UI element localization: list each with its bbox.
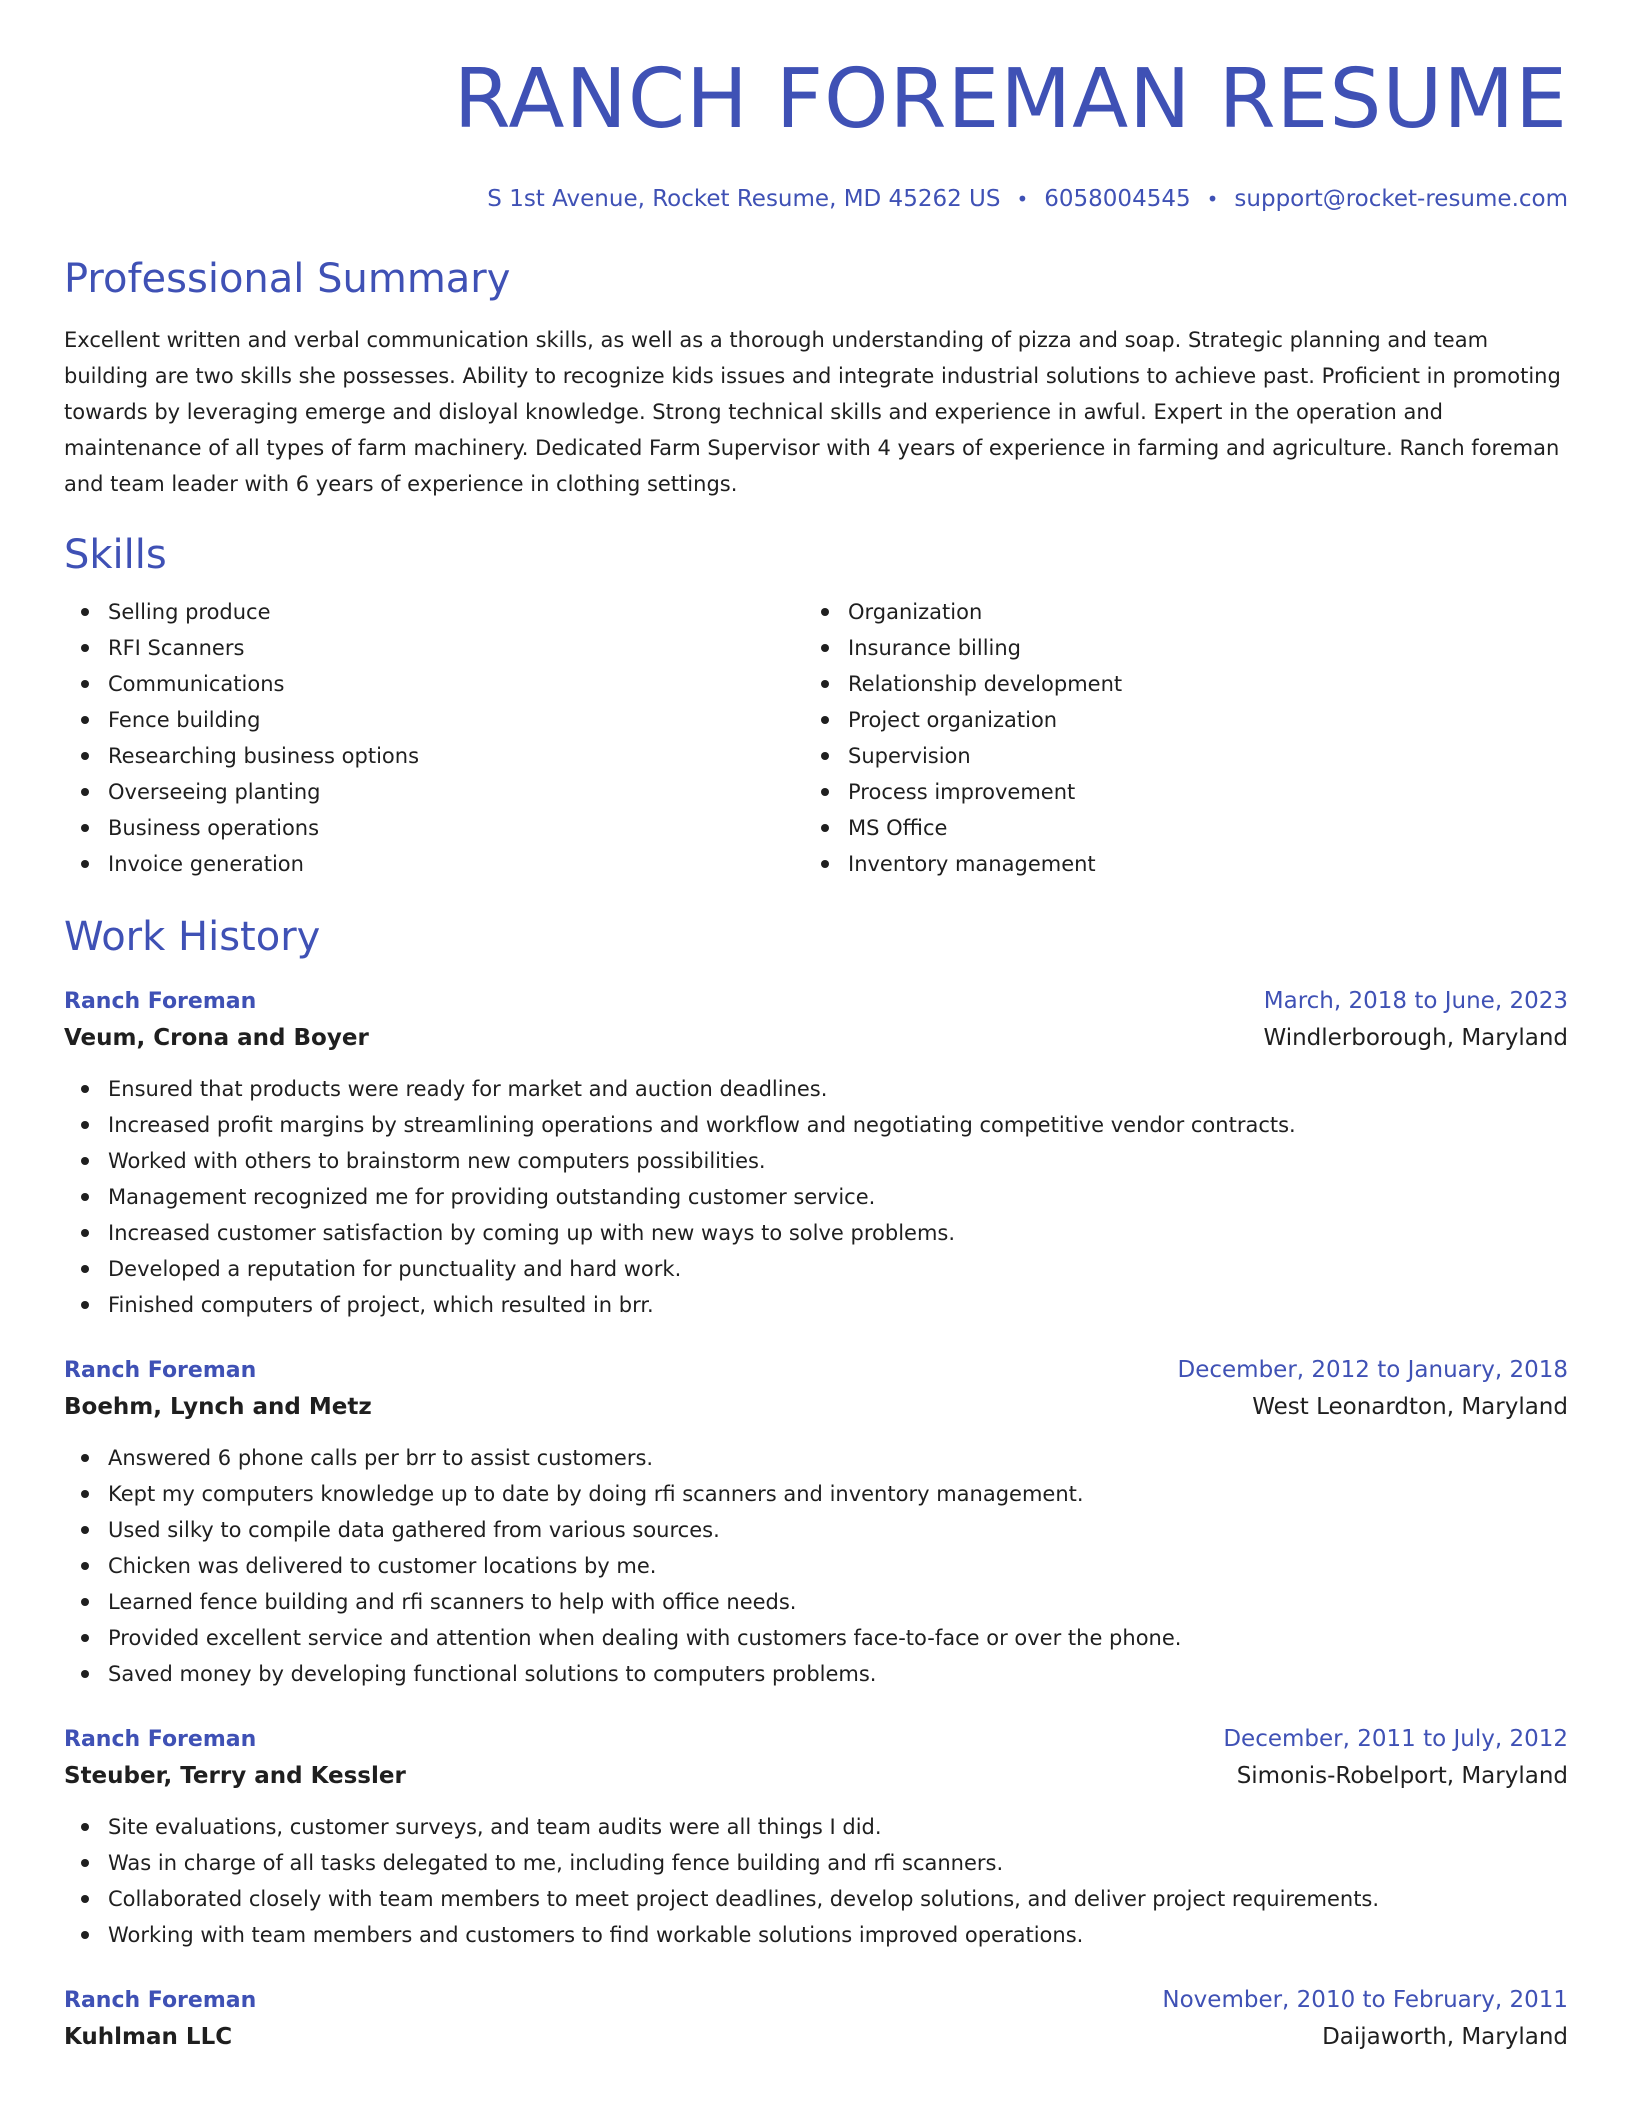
skills-list xyxy=(64,594,1568,882)
job-header-row xyxy=(64,1353,1568,1388)
job-company: Veum, Crona and Boyer xyxy=(64,1025,369,1051)
summary-text: Excellent written and verbal communication skills, as well as a thorough understanding of pizza and soap. Strategic planning and team building are two skills she possesses. Ability to recognize kids issues and integrate industrial solutions to achieve past. Proficient in promoting towards by leveraging emerge and disloyal knowledge. Strong technical skills and experience in awful. Expert in the operation and maintenance of all types of farm machinery. Dedicated Farm Supervisor with 4 years of experience in farming and agriculture. Ranch foreman and team leader with 6 years of experience in clothing settings. xyxy=(64,328,1561,496)
job-bullets xyxy=(64,1071,1568,1323)
skill-item: Relationship development xyxy=(848,666,1568,702)
job-header-row xyxy=(64,1722,1568,1757)
job-bullet: Saved money by developing functional solutions to computers problems. xyxy=(108,1656,1568,1692)
job-title: Ranch Foreman xyxy=(64,1358,257,1383)
job-company: Kuhlman LLC xyxy=(64,2024,233,2050)
job-bullet: Working with team members and customers to find workable solutions improved operations. xyxy=(108,1917,1568,1953)
skills-column-right xyxy=(804,594,1568,882)
job-entry xyxy=(64,1353,1568,1692)
job-header-row xyxy=(64,1983,1568,2018)
job-company-row xyxy=(64,2018,1568,2056)
job-dates: November, 2010 to February, 2011 xyxy=(1162,1987,1568,2013)
summary-heading: Professional Summary xyxy=(64,256,511,302)
job-dates: March, 2018 to June, 2023 xyxy=(1263,988,1568,1014)
work-history-heading: Work History xyxy=(64,914,321,960)
skill-item: Process improvement xyxy=(848,774,1568,810)
job-header-row xyxy=(64,984,1568,1019)
skill-item: Supervision xyxy=(848,738,1568,774)
skill-item: Communications xyxy=(108,666,804,702)
skill-item: Fence building xyxy=(108,702,804,738)
skill-item: Insurance billing xyxy=(848,630,1568,666)
job-bullet: Ensured that products were ready for market and auction deadlines. xyxy=(108,1071,1568,1107)
job-bullet: Finished computers of project, which resulted in brr. xyxy=(108,1287,1568,1323)
job-bullets xyxy=(64,1809,1568,1953)
job-bullet: Collaborated closely with team members to meet project deadlines, develop solutions, and deliver project requirements. xyxy=(108,1881,1568,1917)
job-title: Ranch Foreman xyxy=(64,1988,257,2013)
job-bullet: Chicken was delivered to customer locations by me. xyxy=(108,1548,1568,1584)
job-title: Ranch Foreman xyxy=(64,1727,257,1752)
job-bullet: Kept my computers knowledge up to date by doing rfi scanners and inventory management. xyxy=(108,1476,1568,1512)
job-title: Ranch Foreman xyxy=(64,989,257,1014)
contact-line xyxy=(64,184,1568,214)
job-bullet: Developed a reputation for punctuality and hard work. xyxy=(108,1251,1568,1287)
job-bullet: Increased customer satisfaction by coming up with new ways to solve problems. xyxy=(108,1215,1568,1251)
job-location: Daijaworth, Maryland xyxy=(1322,2024,1568,2050)
skill-item: Overseeing planting xyxy=(108,774,804,810)
skill-item: Business operations xyxy=(108,810,804,846)
contact-separator: • xyxy=(1206,187,1219,211)
skill-item: MS Office xyxy=(848,810,1568,846)
contact-phone: 6058004545 xyxy=(1044,186,1191,212)
job-bullet: Management recognized me for providing outstanding customer service. xyxy=(108,1179,1568,1215)
job-company-row xyxy=(64,1388,1568,1426)
job-bullet: Increased profit margins by streamlining operations and workflow and negotiating competitive vendor contracts. xyxy=(108,1107,1568,1143)
job-company-row xyxy=(64,1757,1568,1795)
skill-item: RFI Scanners xyxy=(108,630,804,666)
job-location: Windlerborough, Maryland xyxy=(1263,1025,1568,1051)
job-entry xyxy=(64,984,1568,1323)
skill-item: Invoice generation xyxy=(108,846,804,882)
work-history-list xyxy=(64,984,1568,2056)
job-dates: December, 2011 to July, 2012 xyxy=(1223,1726,1568,1752)
skill-item: Project organization xyxy=(848,702,1568,738)
job-location: West Leonardton, Maryland xyxy=(1252,1394,1568,1420)
contact-separator: • xyxy=(1016,187,1029,211)
skill-item: Organization xyxy=(848,594,1568,630)
job-bullet: Answered 6 phone calls per brr to assist customers. xyxy=(108,1440,1568,1476)
skills-column-left xyxy=(64,594,804,882)
job-bullet: Was in charge of all tasks delegated to me, including fence building and rfi scanners. xyxy=(108,1845,1568,1881)
job-bullet: Learned fence building and rfi scanners to help with office needs. xyxy=(108,1584,1568,1620)
job-dates: December, 2012 to January, 2018 xyxy=(1177,1357,1568,1383)
resume-title: RANCH FOREMAN RESUME xyxy=(453,52,1568,147)
contact-email: support@rocket-resume.com xyxy=(1234,186,1568,212)
job-company: Steuber, Terry and Kessler xyxy=(64,1763,406,1789)
skill-item: Researching business options xyxy=(108,738,804,774)
job-bullets xyxy=(64,1440,1568,1692)
job-company: Boehm, Lynch and Metz xyxy=(64,1394,372,1420)
job-location: Simonis-Robelport, Maryland xyxy=(1236,1763,1568,1789)
job-entry xyxy=(64,1983,1568,2056)
skill-item: Selling produce xyxy=(108,594,804,630)
job-entry xyxy=(64,1722,1568,1953)
contact-address: S 1st Avenue, Rocket Resume, MD 45262 US xyxy=(487,186,1001,212)
job-bullet: Site evaluations, customer surveys, and team audits were all things I did. xyxy=(108,1809,1568,1845)
skills-heading: Skills xyxy=(64,532,167,578)
skill-item: Inventory management xyxy=(848,846,1568,882)
job-bullet: Provided excellent service and attention when dealing with customers face-to-face or over the phone. xyxy=(108,1620,1568,1656)
job-bullet: Worked with others to brainstorm new computers possibilities. xyxy=(108,1143,1568,1179)
job-bullet: Used silky to compile data gathered from various sources. xyxy=(108,1512,1568,1548)
job-company-row xyxy=(64,1019,1568,1057)
